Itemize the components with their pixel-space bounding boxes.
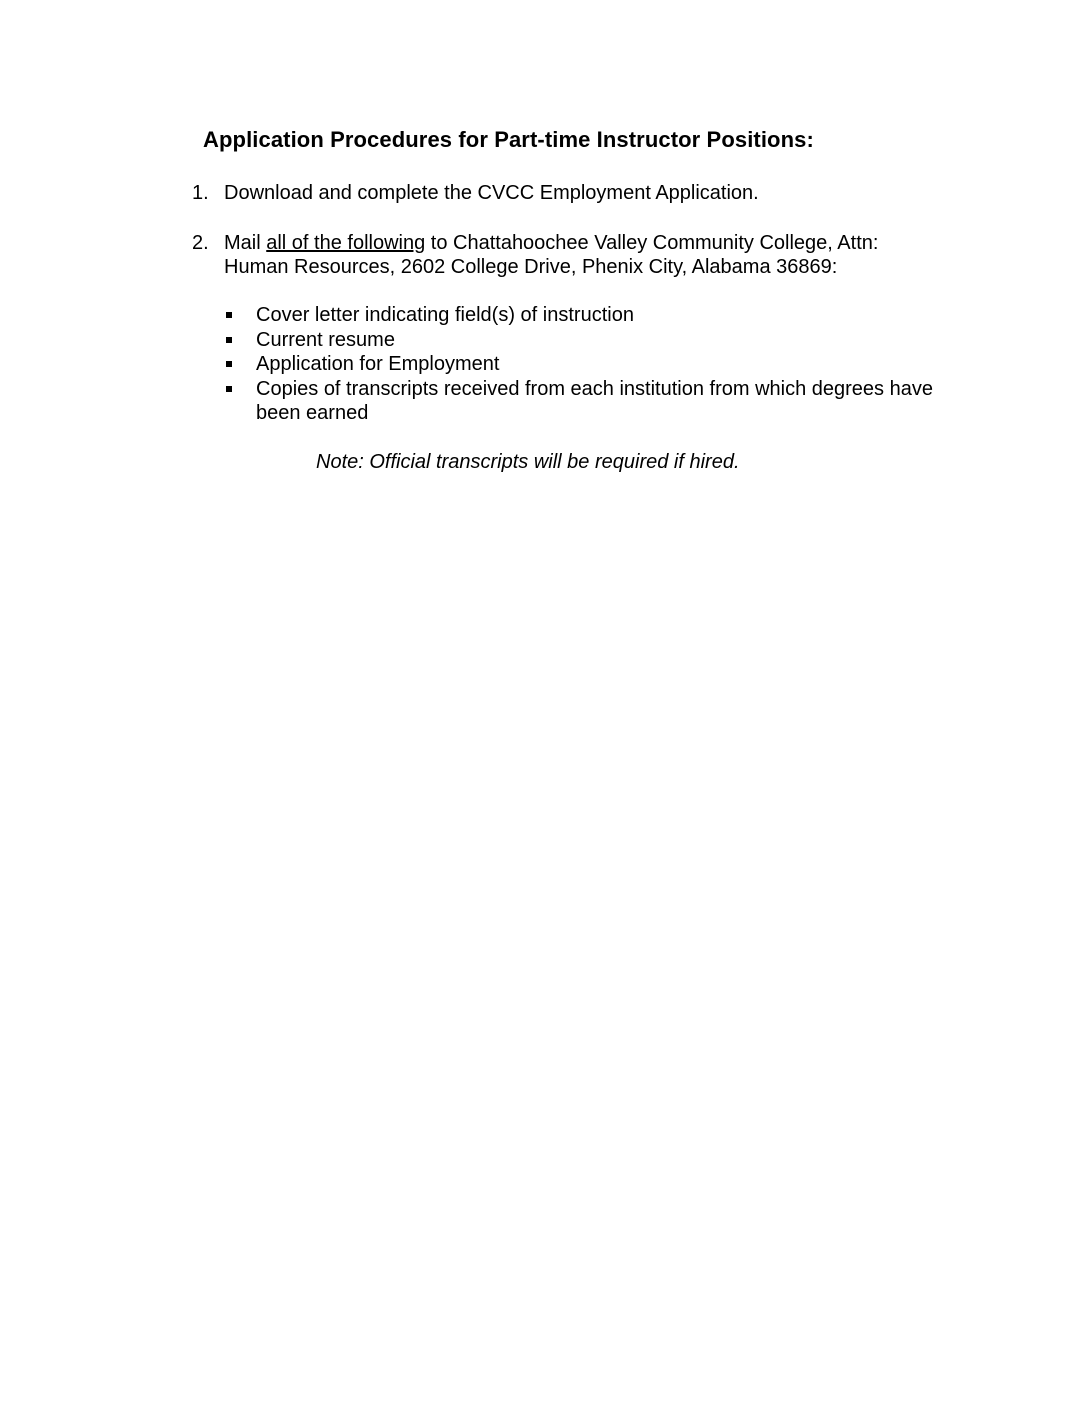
step-text-line2: Human Resources, 2602 College Drive, Phenix City, Alabama 36869: — [224, 256, 838, 278]
list-item — [224, 303, 944, 328]
step-number: 1. — [192, 182, 209, 204]
step-text — [224, 231, 878, 255]
list-item-text: Application for Employment — [256, 353, 500, 375]
list-item — [224, 352, 944, 377]
square-bullet-icon — [226, 386, 232, 392]
step-text-suffix: to Chattahoochee Valley Community College, Attn: — [425, 232, 879, 254]
list-item — [224, 328, 944, 353]
list-item-text: Cover letter indicating field(s) of instruction — [256, 304, 634, 326]
square-bullet-icon — [226, 312, 232, 318]
list-item — [224, 377, 944, 426]
step-text: Download and complete the CVCC Employment Application. — [224, 182, 759, 204]
list-item-text: Current resume — [256, 328, 395, 351]
emphasis-underlined: all of the following — [266, 232, 426, 254]
step-number: 2. — [192, 232, 209, 254]
list-item-text: Copies of transcripts received from each institution from which degrees have been earned — [256, 377, 933, 424]
square-bullet-icon — [226, 337, 232, 343]
page-title: Application Procedures for Part-time Instructor Positions: — [203, 127, 814, 152]
step-text-prefix: Mail — [224, 232, 267, 254]
note: Note: Official transcripts will be required if hired. — [316, 451, 740, 473]
requirements-list — [224, 303, 944, 426]
square-bullet-icon — [226, 361, 232, 367]
